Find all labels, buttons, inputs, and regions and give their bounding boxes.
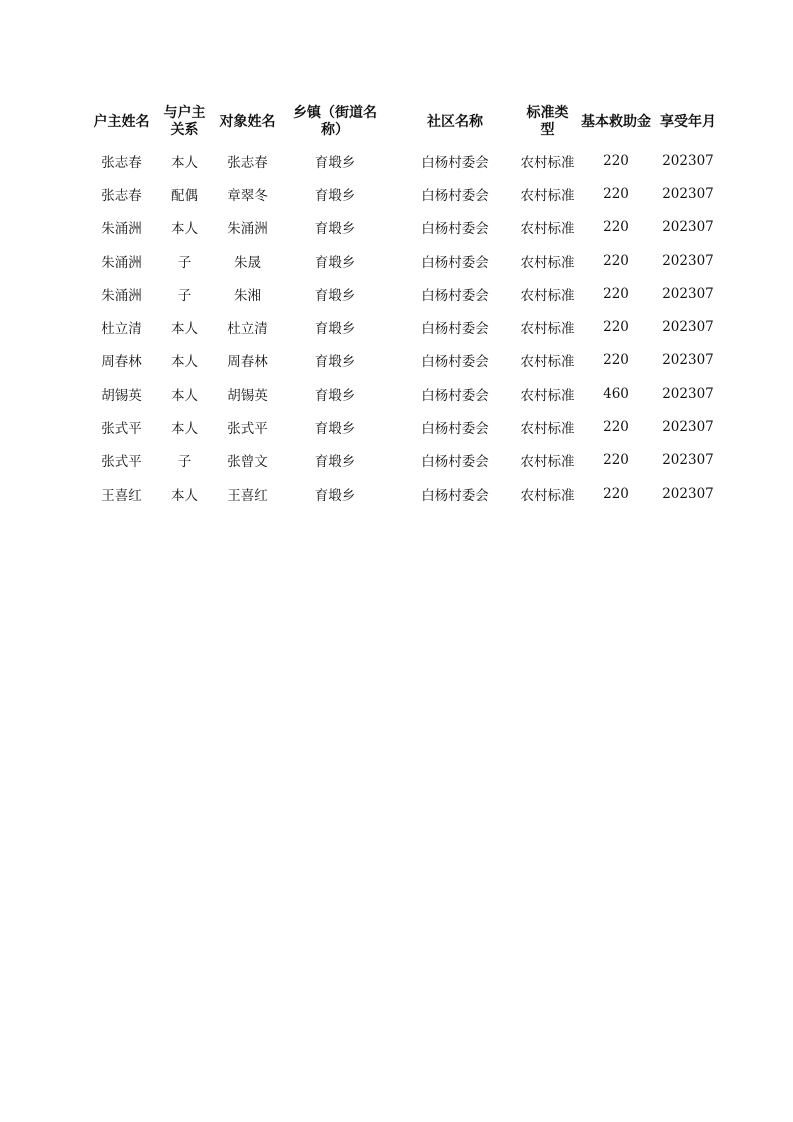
cell-basic-aid: 220	[603, 152, 629, 169]
header-row	[90, 100, 720, 144]
cell-township: 育塅乡	[314, 154, 356, 171]
header-month: 享受年月	[660, 113, 716, 130]
cell-householder-name: 朱涌洲	[101, 254, 142, 271]
cell-community: 白杨村委会	[421, 421, 489, 438]
cell-township: 育塅乡	[314, 254, 356, 271]
header-householder-name: 户主姓名	[93, 113, 150, 130]
cell-standard-type: 农村标准	[520, 254, 575, 271]
cell-relation: 本人	[171, 354, 198, 371]
cell-householder-name: 张式平	[101, 421, 142, 438]
header-township: 乡镇（街道名称）	[293, 105, 377, 138]
header-relation: 与户主关系	[163, 105, 206, 138]
cell-recipient-name: 张曾文	[227, 454, 268, 471]
header-community: 社区名称	[427, 113, 483, 130]
cell-community: 白杨村委会	[421, 387, 489, 404]
cell-month: 202307	[662, 252, 714, 269]
cell-standard-type: 农村标准	[520, 187, 575, 204]
table-header	[90, 100, 720, 144]
table-row	[90, 144, 720, 177]
table-row	[90, 477, 720, 510]
cell-standard-type: 农村标准	[520, 387, 575, 404]
cell-township: 育塅乡	[314, 321, 356, 338]
cell-relation: 本人	[171, 321, 198, 338]
cell-community: 白杨村委会	[421, 321, 489, 338]
cell-month: 202307	[662, 319, 714, 336]
cell-householder-name: 杜立清	[101, 321, 142, 338]
cell-basic-aid: 220	[603, 419, 629, 436]
cell-householder-name: 王喜红	[101, 487, 142, 504]
cell-recipient-name: 杜立清	[227, 321, 268, 338]
cell-community: 白杨村委会	[421, 487, 489, 504]
cell-month: 202307	[662, 185, 714, 202]
cell-community: 白杨村委会	[421, 354, 489, 371]
table-row	[90, 211, 720, 244]
cell-recipient-name: 张式平	[227, 421, 268, 438]
cell-basic-aid: 220	[603, 319, 629, 336]
cell-relation: 本人	[171, 221, 198, 238]
header-recipient-name: 对象姓名	[219, 113, 276, 130]
cell-month: 202307	[662, 352, 714, 369]
cell-township: 育塅乡	[314, 487, 356, 504]
cell-householder-name: 朱涌洲	[101, 221, 142, 238]
cell-basic-aid: 220	[603, 285, 629, 302]
cell-basic-aid: 460	[603, 385, 629, 402]
table-row	[90, 277, 720, 310]
assistance-roster	[90, 100, 720, 510]
cell-recipient-name: 朱涌洲	[227, 221, 268, 238]
header-standard-type: 标准类型	[526, 105, 569, 138]
cell-relation: 子	[177, 287, 192, 304]
assistance-table	[90, 100, 720, 510]
cell-month: 202307	[662, 419, 714, 436]
cell-township: 育塅乡	[314, 287, 356, 304]
cell-month: 202307	[662, 219, 714, 236]
table-row	[90, 344, 720, 377]
cell-standard-type: 农村标准	[520, 321, 575, 338]
cell-township: 育塅乡	[314, 221, 356, 238]
cell-householder-name: 胡锡英	[101, 387, 142, 404]
cell-township: 育塅乡	[314, 187, 356, 204]
cell-community: 白杨村委会	[421, 254, 489, 271]
cell-month: 202307	[662, 485, 714, 502]
cell-township: 育塅乡	[314, 387, 356, 404]
cell-householder-name: 张志春	[101, 154, 142, 171]
cell-community: 白杨村委会	[421, 221, 489, 238]
cell-basic-aid: 220	[603, 252, 629, 269]
cell-basic-aid: 220	[603, 185, 629, 202]
cell-standard-type: 农村标准	[520, 287, 575, 304]
cell-standard-type: 农村标准	[520, 487, 575, 504]
table-row	[90, 177, 720, 210]
cell-month: 202307	[662, 285, 714, 302]
cell-relation: 本人	[171, 154, 198, 171]
cell-community: 白杨村委会	[421, 287, 489, 304]
cell-township: 育塅乡	[314, 354, 356, 371]
cell-recipient-name: 朱晟	[234, 254, 261, 271]
table-row	[90, 310, 720, 343]
cell-community: 白杨村委会	[421, 187, 489, 204]
cell-basic-aid: 220	[603, 485, 629, 502]
cell-relation: 子	[177, 254, 192, 271]
cell-month: 202307	[662, 385, 714, 402]
table-row	[90, 244, 720, 277]
cell-householder-name: 张式平	[101, 454, 142, 471]
cell-relation: 本人	[171, 487, 198, 504]
cell-standard-type: 农村标准	[520, 354, 575, 371]
table-row	[90, 377, 720, 410]
cell-recipient-name: 朱湘	[234, 287, 261, 304]
cell-standard-type: 农村标准	[520, 421, 575, 438]
table-row	[90, 444, 720, 477]
cell-householder-name: 张志春	[101, 187, 142, 204]
cell-standard-type: 农村标准	[520, 154, 575, 171]
header-basic-aid: 基本救助金	[581, 113, 651, 130]
cell-recipient-name: 胡锡英	[227, 387, 268, 404]
cell-month: 202307	[662, 452, 714, 469]
cell-relation: 本人	[171, 421, 198, 438]
cell-recipient-name: 周春林	[227, 354, 268, 371]
cell-recipient-name: 章翠冬	[227, 187, 268, 204]
table-body	[90, 144, 720, 510]
cell-township: 育塅乡	[314, 454, 356, 471]
cell-township: 育塅乡	[314, 421, 356, 438]
cell-month: 202307	[662, 152, 714, 169]
cell-standard-type: 农村标准	[520, 221, 575, 238]
cell-recipient-name: 张志春	[227, 154, 268, 171]
cell-recipient-name: 王喜红	[227, 487, 268, 504]
cell-householder-name: 朱涌洲	[101, 287, 142, 304]
cell-householder-name: 周春林	[101, 354, 142, 371]
cell-relation: 本人	[171, 387, 198, 404]
cell-community: 白杨村委会	[421, 454, 489, 471]
cell-basic-aid: 220	[603, 352, 629, 369]
cell-community: 白杨村委会	[421, 154, 489, 171]
cell-basic-aid: 220	[603, 219, 629, 236]
table-row	[90, 410, 720, 443]
cell-relation: 子	[177, 454, 192, 471]
cell-basic-aid: 220	[603, 452, 629, 469]
cell-standard-type: 农村标准	[520, 454, 575, 471]
cell-relation: 配偶	[171, 187, 198, 204]
